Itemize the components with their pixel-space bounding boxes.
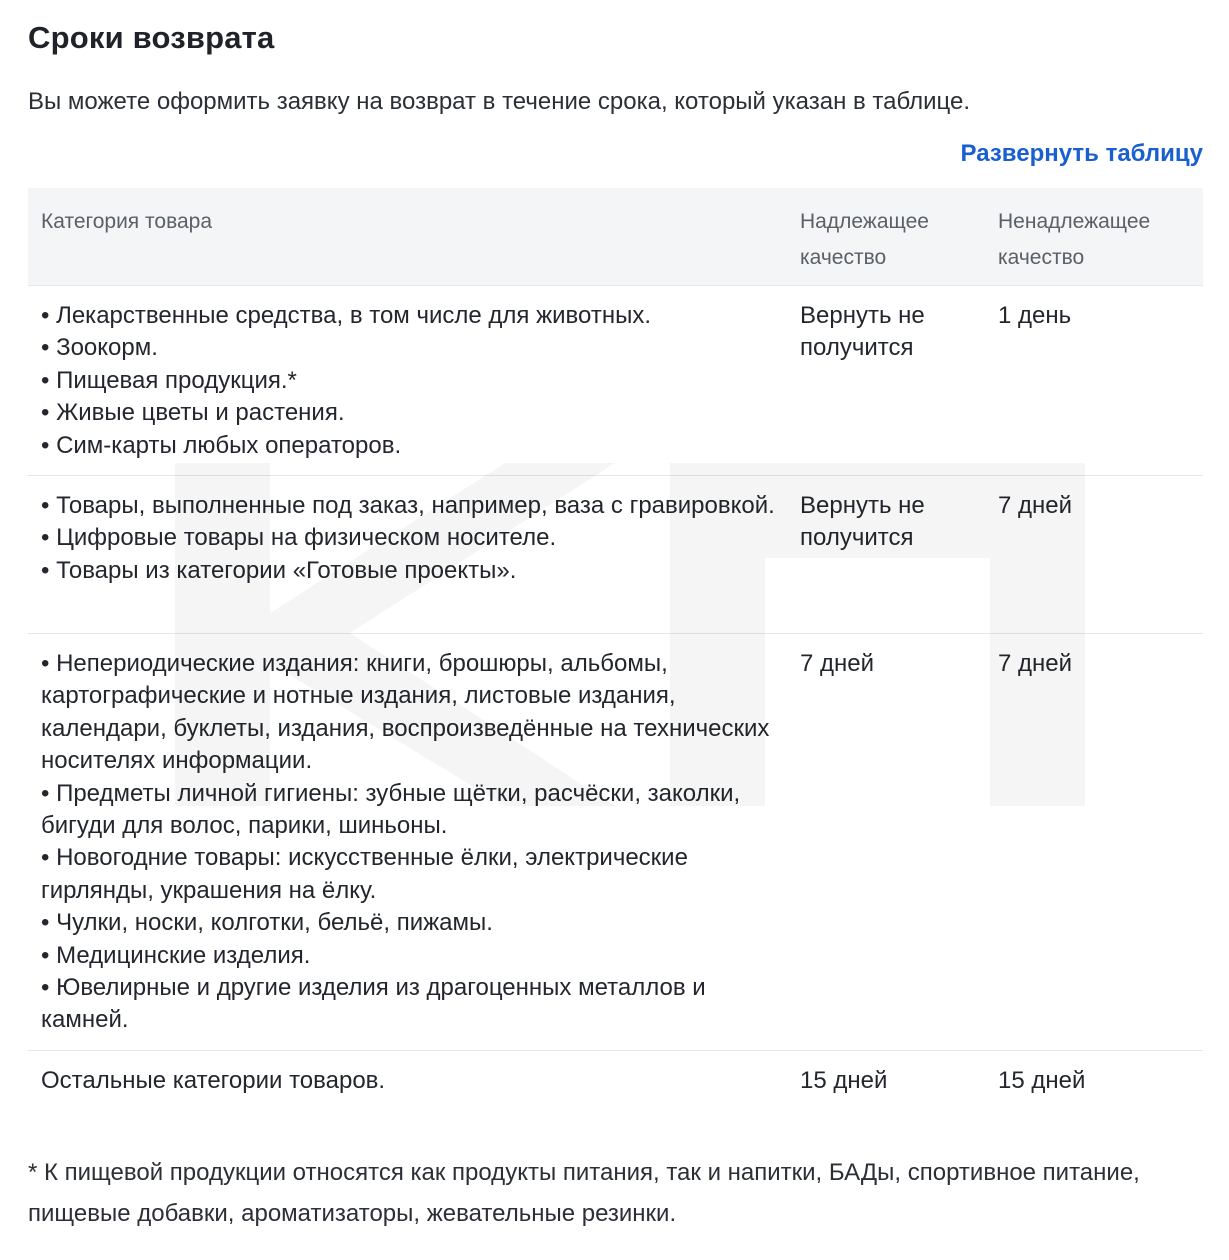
category-item: • Товары, выполненные под заказ, например, ваза с гравировкой.	[41, 492, 775, 519]
expand-table-link[interactable]: Развернуть таблицу	[960, 140, 1203, 167]
category-item: • Предметы личной гигиены: зубные щётки, расчёски, заколки, бигуди для волос, парики, шиньоны.	[41, 779, 741, 840]
return-terms-table	[28, 188, 1203, 1111]
category-item: • Зоокорм.	[41, 334, 158, 362]
column-header-category: Категория товара	[41, 210, 213, 233]
category-item: Остальные категории товаров.	[41, 1067, 386, 1094]
footnote: * К пищевой продукции относятся как продукты питания, так и напитки, БАДы, спортивное питание, пищевые добавки, ароматизаторы, жевательные резинки.	[28, 1159, 1140, 1227]
category-cell	[41, 1065, 786, 1097]
proper-quality-cell: Вернуть не получится	[800, 492, 925, 552]
page-title: Сроки возврата	[28, 20, 275, 55]
category-item: • Товары из категории «Готовые проекты».	[41, 556, 517, 584]
table-header-row	[28, 188, 1203, 286]
improper-quality-cell: 7 дней	[998, 492, 1073, 519]
table-row	[28, 1051, 1203, 1111]
table-row	[28, 286, 1203, 476]
category-item: • Лекарственные средства, в том числе для животных.	[41, 302, 651, 329]
category-item: • Новогодние товары: искусственные ёлки, электрические гирлянды, украшения на ёлку.	[41, 844, 688, 904]
category-item: • Цифровые товары на физическом носителе.	[41, 524, 557, 552]
category-item: • Ювелирные и другие изделия из драгоценных металлов и камней.	[41, 974, 706, 1034]
proper-quality-cell: 7 дней	[800, 650, 875, 677]
improper-quality-cell: 1 день	[998, 302, 1072, 329]
category-cell	[41, 648, 786, 1037]
table-row	[28, 634, 1203, 1051]
category-cell	[41, 490, 786, 587]
column-header-proper-quality: Надлежащее качество	[800, 210, 929, 269]
category-item: • Чулки, носки, колготки, бельё, пижамы.	[41, 909, 493, 937]
page-subtitle: Вы можете оформить заявку на возврат в течение срока, который указан в таблице.	[28, 88, 971, 115]
proper-quality-cell: Вернуть не получится	[800, 302, 925, 362]
category-item: • Пищевая продукция.*	[41, 366, 297, 394]
category-item: • Медицинские изделия.	[41, 941, 311, 969]
proper-quality-cell: 15 дней	[800, 1067, 888, 1094]
category-item: • Живые цветы и растения.	[41, 399, 345, 427]
category-cell	[41, 300, 786, 462]
category-item: • Сим-карты любых операторов.	[41, 431, 402, 459]
column-header-improper-quality: Ненадлежащее качество	[998, 210, 1151, 269]
improper-quality-cell: 15 дней	[998, 1067, 1086, 1094]
table-row	[28, 476, 1203, 634]
improper-quality-cell: 7 дней	[998, 650, 1073, 677]
category-item: • Непериодические издания: книги, брошюры, альбомы, картографические и нотные издания, листовые издания, календари, буклеты, издания, воспроизведённые на технических носителях информации.	[41, 650, 770, 775]
